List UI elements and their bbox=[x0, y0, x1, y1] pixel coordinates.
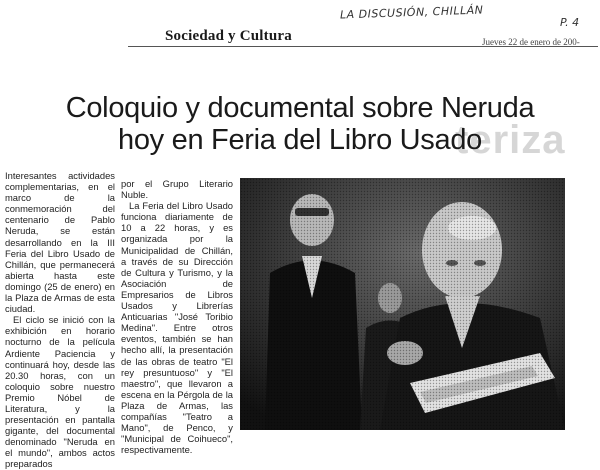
handwritten-page-note: P. 4 bbox=[560, 16, 580, 29]
bleed-through-text: teriza bbox=[455, 118, 566, 162]
section-title: Sociedad y Cultura bbox=[165, 28, 292, 44]
column2-paragraph: La Feria del Libro Usado funciona diariamente de 10 a 22 horas, y es organizada por la Municipalidad de Chillán, a través de su Dirección de Cultura y Turismo, y la Asociación de Empresarios de Libros Usados y Librerías Anticuarias "José Toribio Medina". Entre otros eventos, también se han hecho allí, la presentación de las obras de teatro "El rey presuntuoso" y "El maestro", que llevaron a escena en la Pérgola de la Plaza de Armas, las compañías "Teatro a Mano", de Penco, y "Municipal de Coihueco", respectivamente. bbox=[121, 200, 233, 456]
headline-line-2: hoy en Feria del Libro Usado bbox=[118, 124, 482, 156]
handwritten-source-note: LA DISCUSIÓN, CHILLÁN bbox=[339, 3, 484, 22]
halftone-photo-icon bbox=[240, 178, 565, 430]
issue-date: Jueves 22 de enero de 200- bbox=[482, 37, 580, 47]
column1-paragraph: Interesantes actividades complementarias, en el marco de la conmemoración del centenario de Pablo Neruda, se están desarrollando en la III Feria del Libro Usado de Chillán, que permanecerá abierta hasta este domingo (25 de enero) en la Plaza de Armas de esta ciudad. bbox=[5, 170, 115, 315]
article-photo bbox=[240, 178, 565, 430]
article-column-2 bbox=[121, 178, 233, 456]
article-column-1 bbox=[5, 170, 115, 470]
column2-paragraph: por el Grupo Literario Nuble. bbox=[121, 178, 233, 201]
article-headline bbox=[20, 92, 580, 156]
headline-line-1: Coloquio y documental sobre Neruda bbox=[65, 92, 535, 124]
column1-paragraph: El ciclo se inició con la exhibición en horario nocturno de la película Ardiente Paciencia y continuará hoy, desde las 20.30 horas, con un coloquio sobre nuestro Premio Nóbel de Literatura, y la presentación en pantalla gigante, del documental denominado "Neruda en el mundo", ambos actos preparados bbox=[5, 314, 115, 470]
